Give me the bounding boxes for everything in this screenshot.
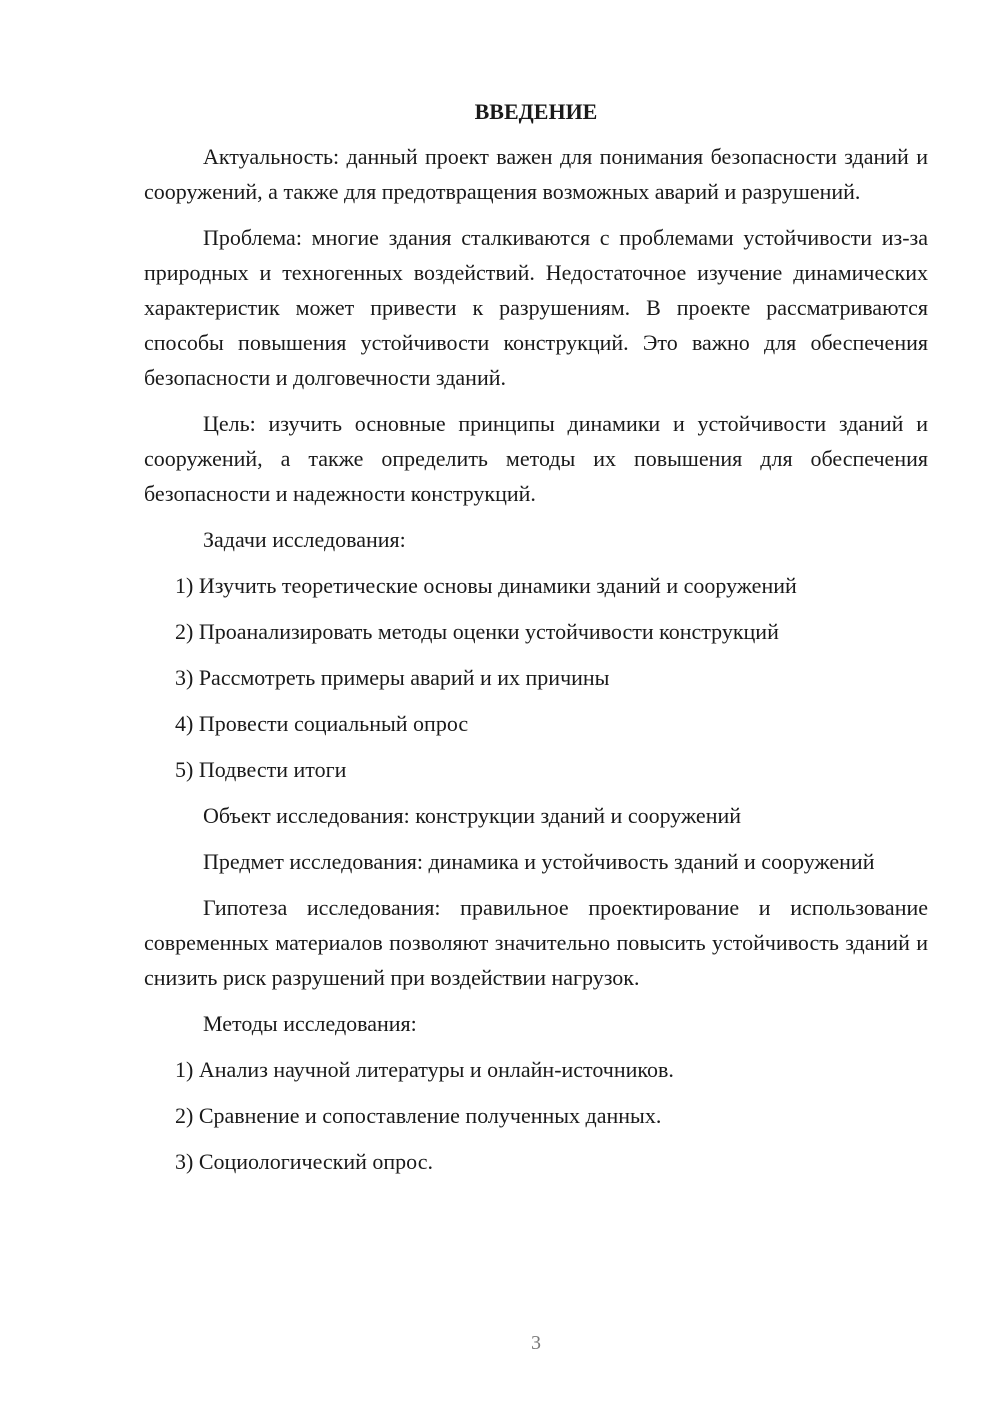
method-item-2: 2) Сравнение и сопоставление полученных данных. [175,1103,662,1128]
tasks-list [144,568,928,787]
problem-paragraph: Проблема: многие здания сталкиваются с проблемами устойчивости из-за природных и техногенных воздействий. Недостаточное изучение динамических характеристик может привести к разрушениям. В проекте рассматриваются способы повышения устойчивости конструкций. Это важно для обеспечения безопасности и долговечности зданий. [144,225,928,390]
relevance-paragraph: Актуальность: данный проект важен для понимания безопасности зданий и сооружений, а также для предотвращения возможных аварий и разрушений. [144,144,928,204]
goal-paragraph: Цель: изучить основные принципы динамики и устойчивости зданий и сооружений, а также определить методы их повышения для обеспечения безопасности и надежности конструкций. [144,411,928,506]
methods-list [144,1052,928,1179]
page-number: 3 [531,1332,541,1354]
subject-paragraph: Предмет исследования: динамика и устойчивость зданий и сооружений [203,849,875,874]
object-paragraph: Объект исследования: конструкции зданий и сооружений [203,803,742,828]
task-item-4: 4) Провести социальный опрос [175,711,469,736]
section-title: ВВЕДЕНИЕ [474,99,598,124]
hypothesis-paragraph: Гипотеза исследования: правильное проектирование и использование современных материалов позволяют значительно повысить устойчивость зданий и снизить риск разрушений при воздействии нагрузок. [144,895,928,990]
task-item-3: 3) Рассмотреть примеры аварий и их причины [175,665,610,690]
method-item-1: 1) Анализ научной литературы и онлайн-источников. [175,1057,674,1082]
page-content [144,94,928,1190]
task-item-1: 1) Изучить теоретические основы динамики зданий и сооружений [175,573,797,598]
methods-heading: Методы исследования: [203,1011,417,1036]
task-item-5: 5) Подвести итоги [175,757,347,782]
task-item-2: 2) Проанализировать методы оценки устойчивости конструкций [175,619,779,644]
tasks-heading: Задачи исследования: [203,527,406,552]
method-item-3: 3) Социологический опрос. [175,1149,433,1174]
